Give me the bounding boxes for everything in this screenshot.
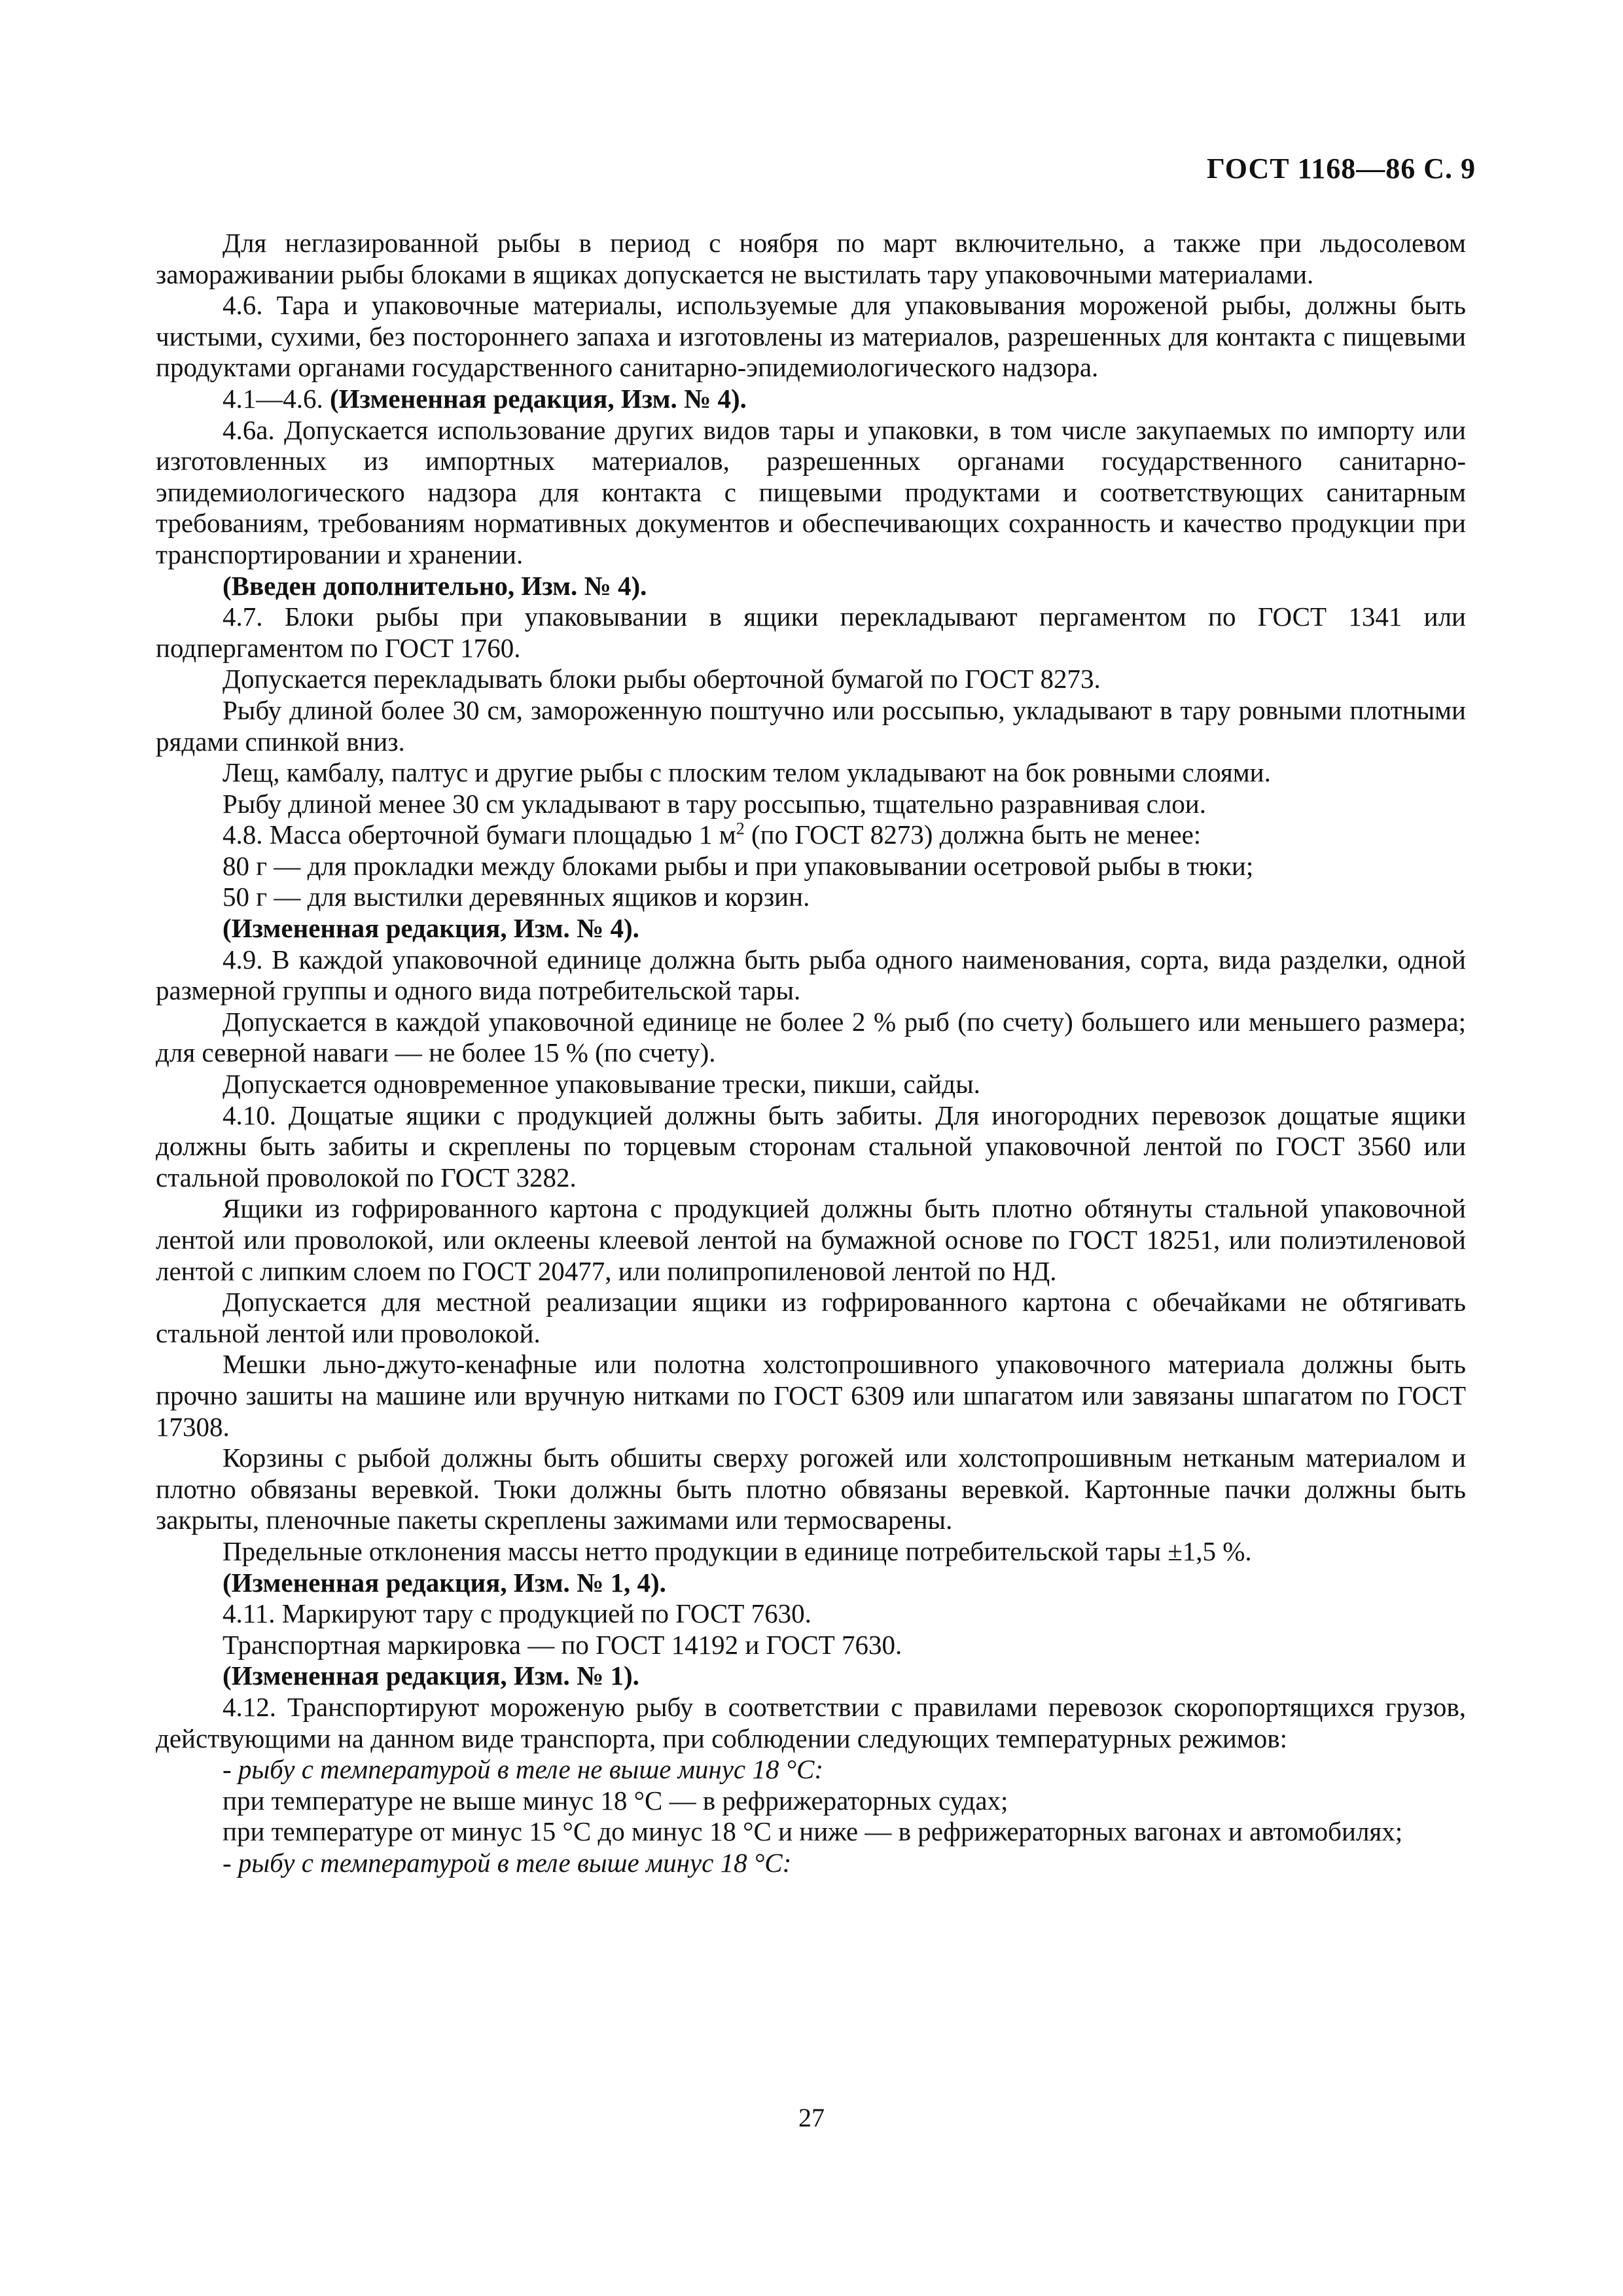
italic-subheading: - рыбу с температурой в теле не выше минус 18 °С: <box>223 1754 824 1785</box>
paragraph: Корзины с рыбой должны быть обшиты сверху рогожей или холстопрошивным нетканым материалом и плотно обвязаны веревкой. Тюки должны быть плотно обвязаны веревкой. Картонные пачки должны быть закрыты, пленочные пакеты скреплены зажимами или термосварены. <box>156 1443 1466 1535</box>
paragraph: 4.11. Маркируют тару с продукцией по ГОСТ 7630. <box>223 1598 812 1629</box>
paragraph <box>156 819 1466 851</box>
amendment-note: (Измененная редакция, Изм. № 1). <box>223 1660 639 1691</box>
page-header: ГОСТ 1168—86 С. 9 <box>1206 152 1476 185</box>
paragraph: 4.9. В каждой упаковочной единице должна быть рыба одного наименования, сорта, вида разделки, одной размерной группы и одного вида потребительской тары. <box>156 944 1466 1006</box>
paragraph: 4.6. Тара и упаковочные материалы, используемые для упаковывания мороженой рыбы, должны быть чистыми, сухими, без постороннего запаха и изготовлены из материалов, разрешенных для контакта с пищевыми продуктами органами государственного санитарно-эпидемиологического надзора. <box>156 290 1466 383</box>
amendment-note: (Измененная редакция, Изм. № 4). <box>223 913 639 944</box>
paragraph: Мешки льно-джуто-кенафные или полотна холстопрошивного упаковочного материала должны быть прочно зашиты на машине или вручную нитками по ГОСТ 6309 или шпагатом или завязаны шпагатом по ГОСТ 17308. <box>156 1349 1466 1442</box>
superscript: 2 <box>736 819 745 838</box>
paragraph: Допускается перекладывать блоки рыбы оберточной бумагой по ГОСТ 8273. <box>223 664 1101 694</box>
text-run: (по ГОСТ 8273) должна быть не менее: <box>744 819 1202 850</box>
amendment-note: (Введен дополнительно, Изм. № 4). <box>223 570 647 601</box>
paragraph: Допускается в каждой упаковочной единице не более 2 % рыб (по счету) большего или меньшего размера; для северной наваги — не более 15 % (по счету). <box>156 1006 1466 1068</box>
paragraph: Для неглазированной рыбы в период с ноября по март включительно, а также при льдосолевом замораживании рыбы блоками в ящиках допускается не выстилать тару упаковочными материалами. <box>156 228 1466 289</box>
text-run: 4.8. Масса оберточной бумаги площадью 1 м <box>223 819 736 850</box>
amendment-note: (Измененная редакция, Изм. № 4). <box>330 383 747 414</box>
paragraph: Предельные отклонения массы нетто продукции в единице потребительской тары ±1,5 %. <box>223 1535 1252 1566</box>
paragraph: Допускается для местной реализации ящики из гофрированного картона с обечайками не обтягивать стальной лентой или проволокой. <box>156 1287 1466 1348</box>
page-number: 27 <box>798 2103 825 2132</box>
paragraph: при температуре не выше минус 18 °С — в рефрижераторных судах; <box>223 1785 1008 1816</box>
paragraph: Ящики из гофрированного картона с продукцией должны быть плотно обтянуты стальной упаковочной лентой или проволокой, или оклеены клеевой лентой на бумажной основе по ГОСТ 18251, или полиэтиленовой лентой с липким слоем по ГОСТ 20477, или полипропиленовой лентой по НД. <box>156 1193 1466 1286</box>
paragraph: Рыбу длиной более 30 см, замороженную поштучно или россыпью, укладывают в тару ровными плотными рядами спинкой вниз. <box>156 694 1466 757</box>
clause-number: 4.1—4.6. <box>223 383 323 414</box>
paragraph: 4.6а. Допускается использование других видов тары и упаковки, в том числе закупаемых по импорту или изготовленных из импортных материалов, разрешенных органами государственного санитарно-эпидемиологического надзора для контакта с пищевыми продуктами и соответствующих санитарным требованиям, требованиям нормативных документов и обеспечивающих сохранность и качество продукции при транспортировании и хранении. <box>156 414 1466 569</box>
paragraph: 4.12. Транспортируют мороженую рыбу в соответствии с правилами перевозок скоропортящихся грузов, действующими на данном виде транспорта, при соблюдении следующих температурных режимов: <box>156 1691 1466 1753</box>
paragraph: Транспортная маркировка — по ГОСТ 14192 и ГОСТ 7630. <box>223 1629 902 1660</box>
paragraph: Лещ, камбалу, палтус и другие рыбы с плоским телом укладывают на бок ровными слоями. <box>223 757 1271 788</box>
paragraph: Рыбу длиной менее 30 см укладывают в тару россыпью, тщательно разравнивая слои. <box>223 788 1206 819</box>
paragraph: 80 г — для прокладки между блоками рыбы и при упаковывании осетровой рыбы в тюки; <box>223 850 1254 881</box>
paragraph: 4.7. Блоки рыбы при упаковывании в ящики перекладывают пергаментом по ГОСТ 1341 или подпергаментом по ГОСТ 1760. <box>156 601 1466 663</box>
amendment-note: (Измененная редакция, Изм. № 1, 4). <box>223 1567 666 1598</box>
paragraph: Допускается одновременное упаковывание трески, пикши, сайды. <box>223 1069 980 1100</box>
paragraph: 50 г — для выстилки деревянных ящиков и корзин. <box>223 882 810 912</box>
body-text <box>156 228 1466 1878</box>
paragraph-amendment <box>156 384 1466 415</box>
italic-subheading: - рыбу с температурой в теле выше минус 18 °С: <box>223 1847 792 1878</box>
paragraph: 4.10. Дощатые ящики с продукцией должны быть забиты. Для иногородних перевозок дощатые ящики должны быть забиты и скреплены по торцевым сторонам стальной упаковочной лентой по ГОСТ 3560 или стальной проволокой по ГОСТ 3282. <box>156 1100 1466 1193</box>
paragraph: при температуре от минус 15 °С до минус 18 °С и ниже — в рефрижераторных вагонах и автомобилях; <box>223 1816 1403 1847</box>
